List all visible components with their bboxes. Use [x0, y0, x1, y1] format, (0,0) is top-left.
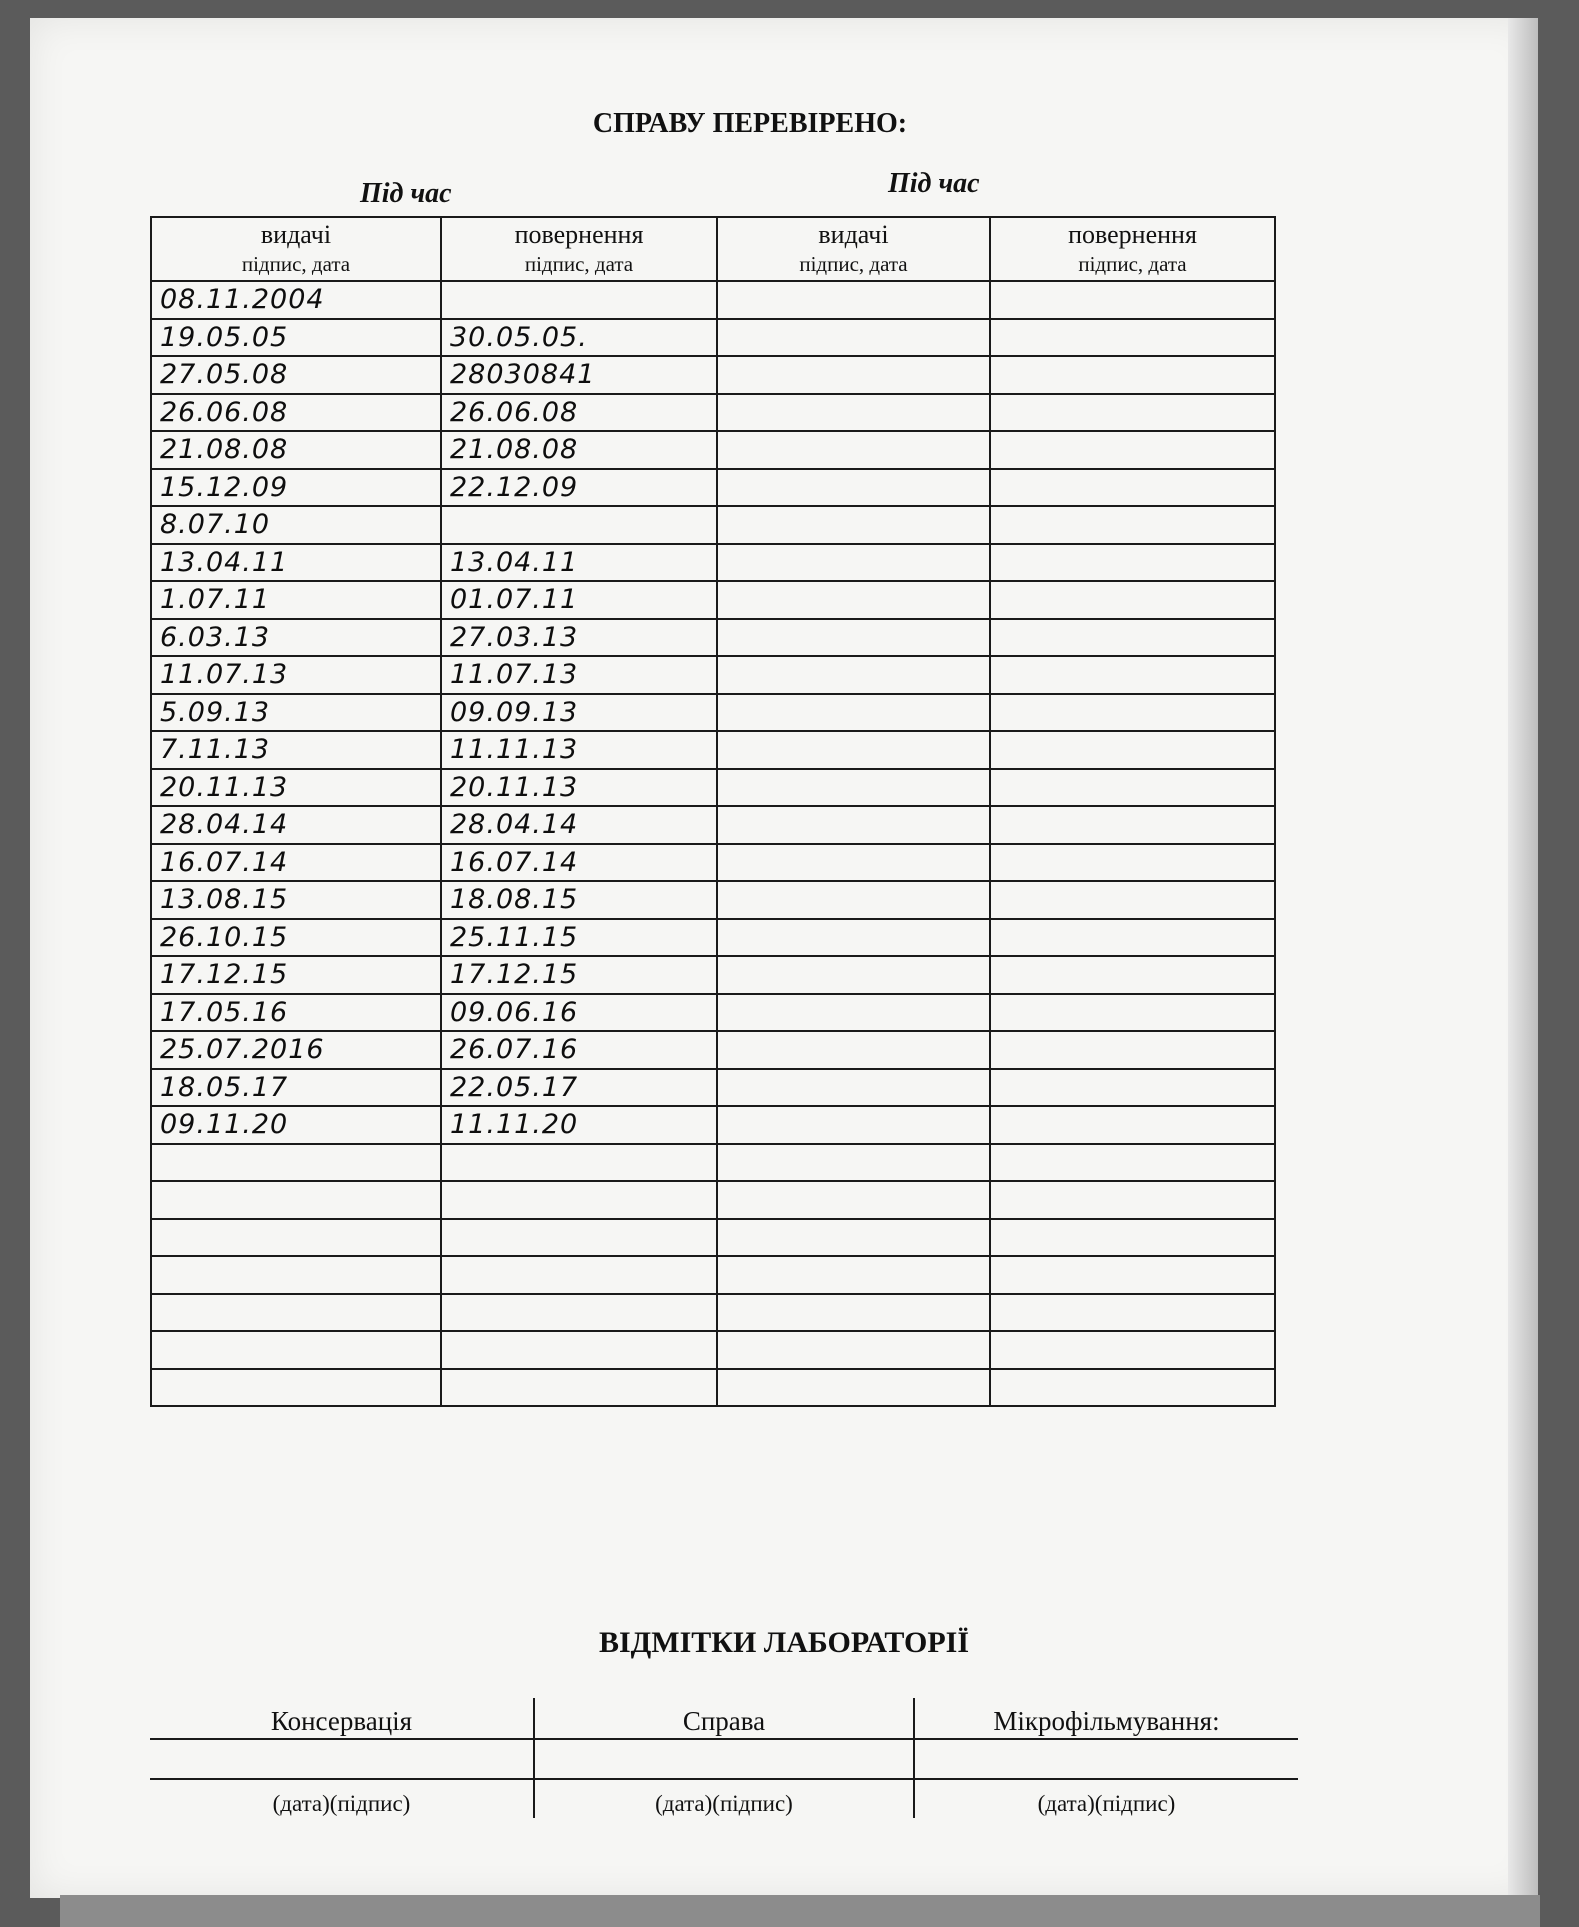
handwritten-return-date: 18.08.15: [450, 884, 579, 915]
handwritten-issue-date: 16.07.14: [160, 846, 289, 878]
log-row: [151, 1069, 1275, 1107]
cell-return-2: [990, 1181, 1275, 1219]
cell-issue-2: [717, 731, 990, 769]
cell-return-2: [990, 619, 1275, 657]
cell-return-2: [990, 956, 1275, 994]
cell-return-2: [990, 544, 1275, 582]
handwritten-issue-date: 7.11.13: [160, 734, 271, 765]
cell-issue: [151, 469, 441, 507]
handwritten-return-date: 11.11.13: [450, 734, 579, 765]
handwritten-issue-date: 17.12.15: [160, 959, 289, 990]
cell-issue-2: [717, 1144, 990, 1182]
cell-return: [441, 656, 717, 694]
column-subheader-return-1: підпис, дата: [441, 252, 717, 281]
cell-return-2: [990, 694, 1275, 732]
log-row: [151, 919, 1275, 957]
cell-return: [441, 844, 717, 882]
handwritten-issue-date: 13.04.11: [160, 546, 289, 578]
column-header-issue-2: видачі: [717, 217, 990, 252]
cell-return: [441, 544, 717, 582]
cell-return: [441, 806, 717, 844]
cell-issue-2: [717, 656, 990, 694]
log-row: [151, 619, 1275, 657]
log-row: [151, 1181, 1275, 1219]
cell-return-2: [990, 1219, 1275, 1257]
cell-issue-2: [717, 1069, 990, 1107]
cell-return: [441, 1031, 717, 1069]
cell-return-2: [990, 469, 1275, 507]
cell-issue-2: [717, 881, 990, 919]
cell-issue-2: [717, 544, 990, 582]
cell-issue-2: [717, 694, 990, 732]
cell-return: [441, 1369, 717, 1407]
cell-return-2: [990, 1256, 1275, 1294]
lab-column-case: [535, 1698, 913, 1818]
log-row: [151, 319, 1275, 357]
handwritten-return-date: 22.12.09: [450, 471, 579, 503]
cell-return-2: [990, 1369, 1275, 1407]
lab-marks: [150, 1698, 1298, 1828]
log-row: [151, 356, 1275, 394]
cell-issue: [151, 1031, 441, 1069]
cell-issue-2: [717, 919, 990, 957]
cell-return: [441, 919, 717, 957]
cell-return: [441, 619, 717, 657]
cell-return: [441, 1181, 717, 1219]
cell-return-2: [990, 844, 1275, 882]
log-row: [151, 581, 1275, 619]
cell-return-2: [990, 581, 1275, 619]
cell-issue: [151, 281, 441, 319]
log-row: [151, 281, 1275, 319]
cell-issue-2: [717, 506, 990, 544]
cell-return-2: [990, 919, 1275, 957]
cell-issue-2: [717, 806, 990, 844]
handwritten-return-date: 13.04.11: [450, 546, 579, 578]
column-header-return-1: повернення: [441, 217, 717, 252]
handwritten-issue-date: 19.05.05: [160, 321, 289, 353]
cell-return-2: [990, 1106, 1275, 1144]
log-row: [151, 656, 1275, 694]
handwritten-return-date: 09.06.16: [450, 996, 579, 1028]
document-page: [30, 18, 1538, 1898]
lab-note-case: (дата)(підпис): [655, 1791, 793, 1816]
page-heading: СПРАВУ ПЕРЕВІРЕНО:: [592, 108, 908, 139]
cell-return: [441, 1294, 717, 1332]
column-header-issue-1: видачі: [151, 217, 441, 252]
cell-issue: [151, 544, 441, 582]
handwritten-return-date: 16.07.14: [450, 846, 579, 878]
column-subheader-issue-2: підпис, дата: [717, 252, 990, 281]
cell-issue: [151, 1106, 441, 1144]
log-row: [151, 394, 1275, 432]
cell-issue: [151, 881, 441, 919]
checkout-log-table: [150, 216, 1276, 1407]
cell-issue: [151, 506, 441, 544]
log-row: [151, 881, 1275, 919]
cell-return: [441, 394, 717, 432]
cell-issue-2: [717, 619, 990, 657]
cell-issue: [151, 656, 441, 694]
log-row: [151, 694, 1275, 732]
cell-issue: [151, 394, 441, 432]
log-row: [151, 844, 1275, 882]
cell-issue-2: [717, 844, 990, 882]
handwritten-issue-date: 11.07.13: [160, 659, 289, 690]
handwritten-return-date: 28030841: [450, 359, 596, 390]
log-row: [151, 506, 1275, 544]
log-row: [151, 956, 1275, 994]
cell-issue-2: [717, 994, 990, 1032]
page-edge: [1508, 18, 1538, 1898]
cell-issue-2: [717, 1294, 990, 1332]
during-label-left: Під час: [360, 178, 452, 209]
handwritten-issue-date: 08.11.2004: [160, 284, 325, 315]
cell-return: [441, 694, 717, 732]
handwritten-return-date: 11.07.13: [450, 659, 579, 690]
handwritten-return-date: 22.05.17: [450, 1071, 579, 1103]
cell-return-2: [990, 731, 1275, 769]
lab-name-case: Справа: [682, 1706, 766, 1736]
handwritten-issue-date: 26.10.15: [160, 921, 289, 953]
cell-issue: [151, 619, 441, 657]
cell-return-2: [990, 431, 1275, 469]
cell-issue: [151, 731, 441, 769]
cell-return-2: [990, 1331, 1275, 1369]
lab-name-conservation: Консервація: [270, 1706, 413, 1736]
handwritten-issue-date: 21.08.08: [160, 434, 289, 465]
handwritten-return-date: 25.11.15: [450, 921, 579, 953]
lab-note-conservation: (дата)(підпис): [272, 1791, 411, 1816]
cell-return: [441, 1219, 717, 1257]
handwritten-issue-date: 09.11.20: [160, 1109, 289, 1140]
handwritten-return-date: 30.05.05.: [450, 321, 588, 353]
cell-return-2: [990, 656, 1275, 694]
cell-issue-2: [717, 1256, 990, 1294]
cell-issue: [151, 1256, 441, 1294]
cell-issue-2: [717, 281, 990, 319]
log-row: [151, 806, 1275, 844]
log-body: [151, 281, 1275, 1406]
lab-heading: ВІДМІТКИ ЛАБОРАТОРІЇ: [598, 1626, 970, 1659]
cell-return-2: [990, 769, 1275, 807]
cell-return-2: [990, 1144, 1275, 1182]
cell-return: [441, 356, 717, 394]
cell-return: [441, 469, 717, 507]
cell-return: [441, 581, 717, 619]
log-row: [151, 1219, 1275, 1257]
log-row: [151, 1256, 1275, 1294]
handwritten-return-date: 27.03.13: [450, 621, 579, 653]
handwritten-return-date: 17.12.15: [450, 959, 579, 990]
cell-issue: [151, 431, 441, 469]
cell-return: [441, 319, 717, 357]
log-row: [151, 1331, 1275, 1369]
cell-issue: [151, 844, 441, 882]
cell-issue-2: [717, 1181, 990, 1219]
cell-issue: [151, 1069, 441, 1107]
cell-issue: [151, 994, 441, 1032]
log-row: [151, 1144, 1275, 1182]
log-row: [151, 769, 1275, 807]
log-row: [151, 431, 1275, 469]
cell-issue-2: [717, 1031, 990, 1069]
column-subheader-return-2: підпис, дата: [990, 252, 1275, 281]
handwritten-issue-date: 17.05.16: [160, 996, 289, 1028]
cell-return-2: [990, 806, 1275, 844]
handwritten-return-date: 20.11.13: [450, 771, 579, 803]
handwritten-issue-date: 25.07.2016: [160, 1034, 325, 1065]
cell-issue-2: [717, 394, 990, 432]
handwritten-issue-date: 6.03.13: [160, 621, 271, 653]
cell-return: [441, 1106, 717, 1144]
cell-return: [441, 281, 717, 319]
cell-return-2: [990, 994, 1275, 1032]
handwritten-return-date: 26.06.08: [450, 396, 579, 428]
cell-return-2: [990, 1031, 1275, 1069]
cell-return: [441, 431, 717, 469]
cell-return: [441, 1144, 717, 1182]
cell-return: [441, 994, 717, 1032]
cell-issue: [151, 806, 441, 844]
handwritten-issue-date: 20.11.13: [160, 771, 289, 803]
handwritten-issue-date: 26.06.08: [160, 396, 289, 428]
log-row: [151, 469, 1275, 507]
cell-issue: [151, 956, 441, 994]
cell-issue-2: [717, 356, 990, 394]
next-page-strip: [60, 1895, 1540, 1927]
cell-issue: [151, 319, 441, 357]
column-subheader-issue-1: підпис, дата: [151, 252, 441, 281]
cell-issue-2: [717, 581, 990, 619]
cell-issue-2: [717, 1331, 990, 1369]
cell-issue: [151, 581, 441, 619]
column-header-return-2: повернення: [990, 217, 1275, 252]
handwritten-return-date: 01.07.11: [450, 584, 579, 615]
handwritten-return-date: 21.08.08: [450, 434, 579, 465]
cell-issue-2: [717, 956, 990, 994]
cell-issue: [151, 1331, 441, 1369]
cell-issue: [151, 769, 441, 807]
cell-return: [441, 1069, 717, 1107]
log-row: [151, 1294, 1275, 1332]
handwritten-issue-date: 18.05.17: [160, 1071, 289, 1103]
cell-return-2: [990, 881, 1275, 919]
cell-issue-2: [717, 1106, 990, 1144]
cell-issue: [151, 356, 441, 394]
lab-note-microfilming: (дата)(підпис): [1037, 1791, 1176, 1816]
handwritten-issue-date: 28.04.14: [160, 809, 289, 840]
during-label-right: Під час: [888, 168, 980, 199]
handwritten-return-date: 09.09.13: [450, 696, 579, 728]
log-row: [151, 1106, 1275, 1144]
log-row: [151, 1031, 1275, 1069]
handwritten-issue-date: 5.09.13: [160, 696, 271, 728]
lab-column-conservation: [150, 1698, 533, 1818]
log-row: [151, 731, 1275, 769]
cell-issue: [151, 1219, 441, 1257]
cell-issue: [151, 694, 441, 732]
cell-issue-2: [717, 1219, 990, 1257]
cell-return: [441, 1256, 717, 1294]
cell-return-2: [990, 394, 1275, 432]
cell-issue-2: [717, 1369, 990, 1407]
cell-issue-2: [717, 319, 990, 357]
handwritten-return-date: 11.11.20: [450, 1109, 579, 1140]
cell-return: [441, 956, 717, 994]
cell-issue: [151, 919, 441, 957]
log-row: [151, 1369, 1275, 1407]
cell-issue: [151, 1181, 441, 1219]
cell-return-2: [990, 356, 1275, 394]
log-row: [151, 994, 1275, 1032]
log-row: [151, 544, 1275, 582]
handwritten-return-date: 28.04.14: [450, 809, 579, 840]
handwritten-issue-date: 27.05.08: [160, 359, 289, 390]
cell-return-2: [990, 506, 1275, 544]
cell-return-2: [990, 319, 1275, 357]
cell-issue-2: [717, 431, 990, 469]
cell-return: [441, 506, 717, 544]
lab-column-microfilming: [915, 1698, 1298, 1818]
cell-issue-2: [717, 469, 990, 507]
cell-issue: [151, 1294, 441, 1332]
cell-return: [441, 769, 717, 807]
handwritten-issue-date: 13.08.15: [160, 884, 289, 915]
cell-return: [441, 731, 717, 769]
handwritten-issue-date: 1.07.11: [160, 584, 271, 615]
cell-issue: [151, 1369, 441, 1407]
cell-return-2: [990, 1069, 1275, 1107]
handwritten-issue-date: 8.07.10: [160, 509, 271, 540]
cell-return-2: [990, 1294, 1275, 1332]
cell-issue: [151, 1144, 441, 1182]
handwritten-return-date: 26.07.16: [450, 1034, 579, 1065]
cell-return-2: [990, 281, 1275, 319]
cell-issue-2: [717, 769, 990, 807]
cell-return: [441, 1331, 717, 1369]
cell-return: [441, 881, 717, 919]
handwritten-issue-date: 15.12.09: [160, 471, 289, 503]
lab-name-microfilming: Мікрофільмування:: [993, 1706, 1220, 1736]
